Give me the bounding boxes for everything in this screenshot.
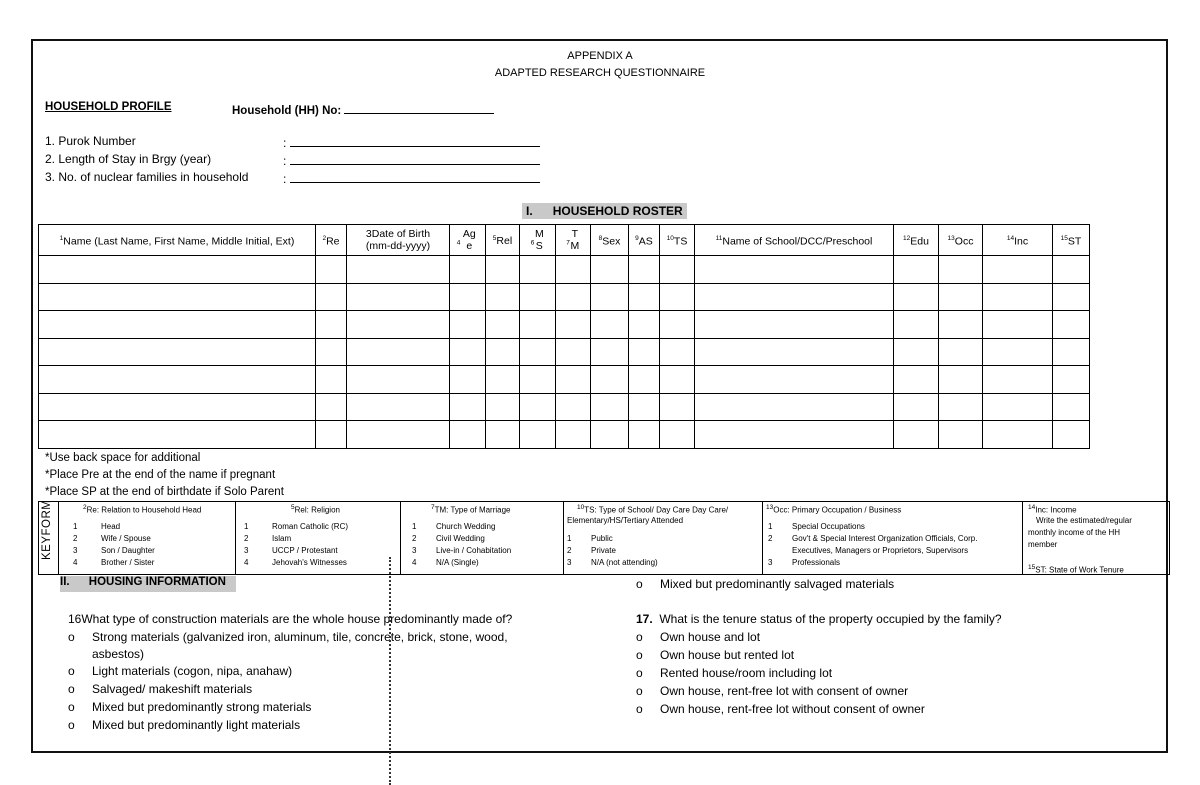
roster-cell[interactable] xyxy=(450,256,486,284)
roster-cell[interactable] xyxy=(695,338,894,366)
roster-cell[interactable] xyxy=(629,393,660,421)
roster-cell[interactable] xyxy=(556,256,591,284)
key-inc-desc: member xyxy=(1028,540,1058,549)
keyform-divider xyxy=(762,502,763,574)
roster-cell[interactable] xyxy=(894,283,939,311)
key-ts-item: 3 N/A (not attending) xyxy=(567,558,658,567)
roster-cell[interactable] xyxy=(939,283,983,311)
roster-cell[interactable] xyxy=(450,366,486,394)
radio-bullet-icon: o xyxy=(636,648,643,662)
col-ts: $^{10}$TS xyxy=(660,225,695,256)
roster-cell[interactable] xyxy=(629,366,660,394)
roster-cell[interactable] xyxy=(39,421,316,449)
roster-cell[interactable] xyxy=(450,338,486,366)
roster-cell[interactable] xyxy=(591,421,629,449)
col-age: $^4$Age xyxy=(450,225,486,256)
key-occ-item: 3 Professionals xyxy=(768,558,841,567)
roster-cell[interactable] xyxy=(486,338,520,366)
roster-cell[interactable] xyxy=(695,366,894,394)
roster-cell[interactable] xyxy=(556,283,591,311)
key-re-item: 1 Head xyxy=(73,522,121,531)
roster-cell[interactable] xyxy=(894,421,939,449)
roster-cell[interactable] xyxy=(1053,421,1090,449)
key-tm-item: 3 Live-in / Cohabitation xyxy=(412,546,512,555)
keyform-divider xyxy=(563,502,564,574)
key-tm-item: 2 Civil Wedding xyxy=(412,534,485,543)
roster-cell[interactable] xyxy=(660,393,695,421)
roster-cell[interactable] xyxy=(629,421,660,449)
roster-header-row xyxy=(39,225,1090,256)
roster-cell[interactable] xyxy=(591,256,629,284)
roster-cell[interactable] xyxy=(39,256,316,284)
roster-cell[interactable] xyxy=(894,338,939,366)
col-rel: $^5$Rel xyxy=(486,225,520,256)
roster-cell[interactable] xyxy=(1053,338,1090,366)
household-no-label: Household (HH) No: xyxy=(232,105,342,117)
colon: : xyxy=(283,172,287,186)
roster-cell[interactable] xyxy=(894,393,939,421)
keyform-label: KEYFORM xyxy=(41,499,53,560)
roster-cell[interactable] xyxy=(695,421,894,449)
roster-row xyxy=(39,421,1090,449)
key-rel-item: 1 Roman Catholic (RC) xyxy=(244,522,349,531)
roster-cell[interactable] xyxy=(629,256,660,284)
col-date-of-birth: 3Date of Birth (mm-dd-yyyy) xyxy=(347,225,450,256)
colon: : xyxy=(283,154,287,168)
roster-cell[interactable] xyxy=(660,311,695,339)
roster-cell[interactable] xyxy=(450,283,486,311)
keyform-box xyxy=(38,501,1170,575)
roster-cell[interactable] xyxy=(347,366,450,394)
housing-title-text: HOUSING INFORMATION xyxy=(88,576,226,588)
roster-cell[interactable] xyxy=(450,393,486,421)
key-occ-item: Executives, Managers or Proprietors, Supervisors xyxy=(792,546,969,555)
keyform-divider xyxy=(1022,502,1023,574)
key-st-title: $^{15}$ST: State of Work Tenure xyxy=(1028,564,1124,575)
q17-option-own-house-lot[interactable]: o Own house and lot xyxy=(636,630,761,644)
roster-cell[interactable] xyxy=(486,256,520,284)
roster-cell[interactable] xyxy=(695,393,894,421)
roster-cell[interactable] xyxy=(660,338,695,366)
length-of-stay-label: 2. Length of Stay in Brgy (year) xyxy=(45,152,212,166)
key-re-item: 2 Wife / Spouse xyxy=(73,534,151,543)
appendix-label: APPENDIX A xyxy=(567,50,633,62)
roster-row xyxy=(39,366,1090,394)
nuclear-families-label: 3. No. of nuclear families in household xyxy=(45,170,249,184)
roster-cell[interactable] xyxy=(347,421,450,449)
key-occ-item: 2 Gov't & Special Interest Organization Officials, Corp. xyxy=(768,534,978,543)
q17-option-rent-free-consent[interactable]: o Own house, rent-free lot with consent of owner xyxy=(636,684,909,698)
roster-cell[interactable] xyxy=(591,366,629,394)
q16-option-salvaged[interactable]: o Salvaged/ makeshift materials xyxy=(68,682,253,696)
purok-label: 1. Purok Number xyxy=(45,134,136,148)
roster-cell[interactable] xyxy=(1053,256,1090,284)
roster-cell[interactable] xyxy=(556,393,591,421)
roster-cell[interactable] xyxy=(520,283,556,311)
fold-guide-line xyxy=(389,557,391,785)
roster-cell[interactable] xyxy=(660,421,695,449)
roster-cell[interactable] xyxy=(591,393,629,421)
radio-bullet-icon: o xyxy=(636,630,643,644)
key-re-item: 3 Son / Daughter xyxy=(73,546,155,555)
roster-cell[interactable] xyxy=(939,366,983,394)
household-profile-label: HOUSEHOLD PROFILE xyxy=(45,101,172,113)
key-rel-item: 2 Islam xyxy=(244,534,292,543)
roster-cell[interactable] xyxy=(450,311,486,339)
roster-cell[interactable] xyxy=(556,311,591,339)
roster-cell[interactable] xyxy=(556,338,591,366)
roster-cell[interactable] xyxy=(39,338,316,366)
roster-cell[interactable] xyxy=(894,256,939,284)
note-solo-parent: *Place SP at the end of birthdate if Solo Parent xyxy=(45,486,284,498)
q17-option-rented-house[interactable]: o Rented house/room including lot xyxy=(636,666,833,680)
keyform-divider xyxy=(58,502,59,574)
key-rel-item: 4 Jehovah's Witnesses xyxy=(244,558,347,567)
radio-bullet-icon: o xyxy=(636,666,643,680)
roster-cell[interactable] xyxy=(894,311,939,339)
roster-cell[interactable] xyxy=(520,338,556,366)
roster-cell[interactable] xyxy=(894,366,939,394)
roster-cell[interactable] xyxy=(450,421,486,449)
roster-title-text: HOUSEHOLD ROSTER xyxy=(552,204,683,218)
note-pregnant: *Place Pre at the end of the name if pregnant xyxy=(45,469,276,481)
roster-cell[interactable] xyxy=(660,283,695,311)
roster-cell[interactable] xyxy=(520,366,556,394)
question-17-number: 17. xyxy=(636,612,653,626)
key-tm-item: 4 N/A (Single) xyxy=(412,558,479,567)
keyform-divider xyxy=(235,502,236,574)
household-no-field[interactable] xyxy=(232,101,494,117)
col-tm: $^7$TM xyxy=(556,225,591,256)
question-17-text: What is the tenure status of the property occupied by the family? xyxy=(659,612,1002,626)
key-re-title: $^2$Re: Relation to Household Head xyxy=(83,504,202,515)
roster-cell[interactable] xyxy=(939,311,983,339)
radio-bullet-icon: o xyxy=(68,630,75,644)
roster-cell[interactable] xyxy=(1053,311,1090,339)
key-re-item: 4 Brother / Sister xyxy=(73,558,155,567)
roster-cell[interactable] xyxy=(316,311,347,339)
roster-cell[interactable] xyxy=(1053,283,1090,311)
roster-cell[interactable] xyxy=(629,283,660,311)
col-as: $^9$AS xyxy=(629,225,660,256)
q16-option-mixed-light[interactable]: o Mixed but predominantly light materials xyxy=(68,718,301,732)
roster-cell[interactable] xyxy=(520,311,556,339)
roster-cell[interactable] xyxy=(983,421,1053,449)
roster-cell[interactable] xyxy=(486,283,520,311)
roster-cell[interactable] xyxy=(347,338,450,366)
roster-section-number: I. xyxy=(526,204,533,218)
roster-row xyxy=(39,393,1090,421)
roster-cell[interactable] xyxy=(39,283,316,311)
roster-cell[interactable] xyxy=(983,311,1053,339)
key-ts-item: 2 Private xyxy=(567,546,616,555)
key-inc-desc: Write the estimated/regular xyxy=(1036,516,1132,525)
nuclear-families-field[interactable] xyxy=(283,170,540,186)
roster-cell[interactable] xyxy=(520,421,556,449)
housing-section-title xyxy=(60,576,236,592)
radio-bullet-icon: o xyxy=(636,577,643,591)
roster-cell[interactable] xyxy=(316,283,347,311)
col-school: $^{11}$Name of School/DCC/Preschool xyxy=(695,225,894,256)
roster-cell[interactable] xyxy=(316,338,347,366)
roster-cell[interactable] xyxy=(486,421,520,449)
roster-cell[interactable] xyxy=(316,393,347,421)
roster-section-title xyxy=(522,203,687,219)
col-ms: $^6$MS xyxy=(520,225,556,256)
roster-cell[interactable] xyxy=(316,256,347,284)
roster-cell[interactable] xyxy=(629,338,660,366)
roster-cell[interactable] xyxy=(1053,366,1090,394)
key-tm-title: $^7$TM: Type of Marriage xyxy=(431,504,511,515)
roster-row xyxy=(39,283,1090,311)
roster-cell[interactable] xyxy=(316,421,347,449)
roster-cell[interactable] xyxy=(591,338,629,366)
roster-cell[interactable] xyxy=(660,256,695,284)
roster-cell[interactable] xyxy=(939,393,983,421)
key-tm-item: 1 Church Wedding xyxy=(412,522,496,531)
q16-option-light[interactable]: o Light materials (cogon, nipa, anahaw) xyxy=(68,664,293,678)
radio-bullet-icon: o xyxy=(68,718,75,732)
q16-option-strong[interactable]: o Strong materials (galvanized iron, aluminum, tile, concrete, brick, stone, wood, xyxy=(68,630,508,644)
length-of-stay-line xyxy=(290,152,540,165)
radio-bullet-icon: o xyxy=(68,682,75,696)
roster-cell[interactable] xyxy=(347,311,450,339)
col-inc: $^{14}$Inc xyxy=(983,225,1053,256)
roster-cell[interactable] xyxy=(520,393,556,421)
document-title: ADAPTED RESEARCH QUESTIONNAIRE xyxy=(494,67,706,79)
q16-option-mixed-salvaged[interactable]: o Mixed but predominantly salvaged materials xyxy=(636,577,895,591)
purok-line xyxy=(290,134,540,147)
roster-cell[interactable] xyxy=(983,283,1053,311)
roster-cell[interactable] xyxy=(39,311,316,339)
col-name: $^1$Name (Last Name, First Name, Middle Initial, Ext) xyxy=(39,225,316,256)
roster-cell[interactable] xyxy=(347,283,450,311)
col-st: $^{15}$ST xyxy=(1053,225,1090,256)
roster-cell[interactable] xyxy=(983,366,1053,394)
key-ts-item: 1 Public xyxy=(567,534,613,543)
col-sex: $^8$Sex xyxy=(591,225,629,256)
household-roster-table xyxy=(38,224,1090,449)
col-re: $^2$Re xyxy=(316,225,347,256)
radio-bullet-icon: o xyxy=(636,684,643,698)
key-inc-desc: monthly income of the HH xyxy=(1028,528,1121,537)
roster-cell[interactable] xyxy=(695,311,894,339)
col-edu: $^{12}$Edu xyxy=(894,225,939,256)
note-back-space: *Use back space for additional xyxy=(45,452,201,464)
roster-cell[interactable] xyxy=(486,393,520,421)
colon: : xyxy=(283,136,287,150)
roster-cell[interactable] xyxy=(629,311,660,339)
roster-cell[interactable] xyxy=(39,393,316,421)
roster-cell[interactable] xyxy=(695,256,894,284)
roster-cell[interactable] xyxy=(347,393,450,421)
roster-cell[interactable] xyxy=(520,256,556,284)
roster-cell[interactable] xyxy=(316,366,347,394)
roster-cell[interactable] xyxy=(983,256,1053,284)
housing-section-number: II. xyxy=(60,576,70,588)
keyform-divider xyxy=(400,502,401,574)
key-rel-item: 3 UCCP / Protestant xyxy=(244,546,338,555)
q17-option-rent-free-no-consent[interactable]: o Own house, rent-free lot without consent of owner xyxy=(636,702,925,716)
q16-option-mixed-strong[interactable]: o Mixed but predominantly strong materials xyxy=(68,700,312,714)
question-16-number: 16 xyxy=(68,612,82,626)
roster-cell[interactable] xyxy=(347,256,450,284)
radio-bullet-icon: o xyxy=(636,702,643,716)
roster-cell[interactable] xyxy=(486,311,520,339)
q16-option-strong-cont: asbestos) xyxy=(92,647,145,661)
key-occ-title: $^{13}$Occ: Primary Occupation / Business xyxy=(766,504,902,515)
key-inc-title: $^{14}$Inc: Income xyxy=(1028,504,1077,515)
roster-row xyxy=(39,256,1090,284)
roster-cell[interactable] xyxy=(939,338,983,366)
question-16-text: What type of construction materials are the whole house predominantly made of? xyxy=(81,612,513,626)
roster-row xyxy=(39,311,1090,339)
roster-cell[interactable] xyxy=(660,366,695,394)
roster-cell[interactable] xyxy=(983,338,1053,366)
nuclear-families-line xyxy=(290,170,540,183)
roster-cell[interactable] xyxy=(486,366,520,394)
roster-cell[interactable] xyxy=(939,256,983,284)
question-17 xyxy=(636,612,1002,626)
radio-bullet-icon: o xyxy=(68,664,75,678)
key-ts-title: $^{10}$TS: Type of School/ Day Care Day Care/ xyxy=(577,504,729,515)
roster-cell[interactable] xyxy=(556,366,591,394)
household-no-line xyxy=(344,101,494,114)
key-ts-title-cont: Elementary/HS/Tertiary Attended xyxy=(567,516,684,525)
roster-cell[interactable] xyxy=(591,311,629,339)
roster-cell[interactable] xyxy=(983,393,1053,421)
roster-row xyxy=(39,338,1090,366)
roster-cell[interactable] xyxy=(39,366,316,394)
roster-cell[interactable] xyxy=(695,283,894,311)
length-of-stay-field[interactable] xyxy=(283,152,540,168)
question-16 xyxy=(68,612,512,626)
key-rel-title: $^5$Rel: Religion xyxy=(291,504,340,515)
radio-bullet-icon: o xyxy=(68,700,75,714)
roster-cell[interactable] xyxy=(556,421,591,449)
roster-cell[interactable] xyxy=(591,283,629,311)
purok-field[interactable] xyxy=(283,134,540,150)
roster-cell[interactable] xyxy=(1053,393,1090,421)
key-occ-item: 1 Special Occupations xyxy=(768,522,865,531)
q17-option-rented-lot[interactable]: o Own house but rented lot xyxy=(636,648,795,662)
roster-cell[interactable] xyxy=(939,421,983,449)
col-occ: $^{13}$Occ xyxy=(939,225,983,256)
